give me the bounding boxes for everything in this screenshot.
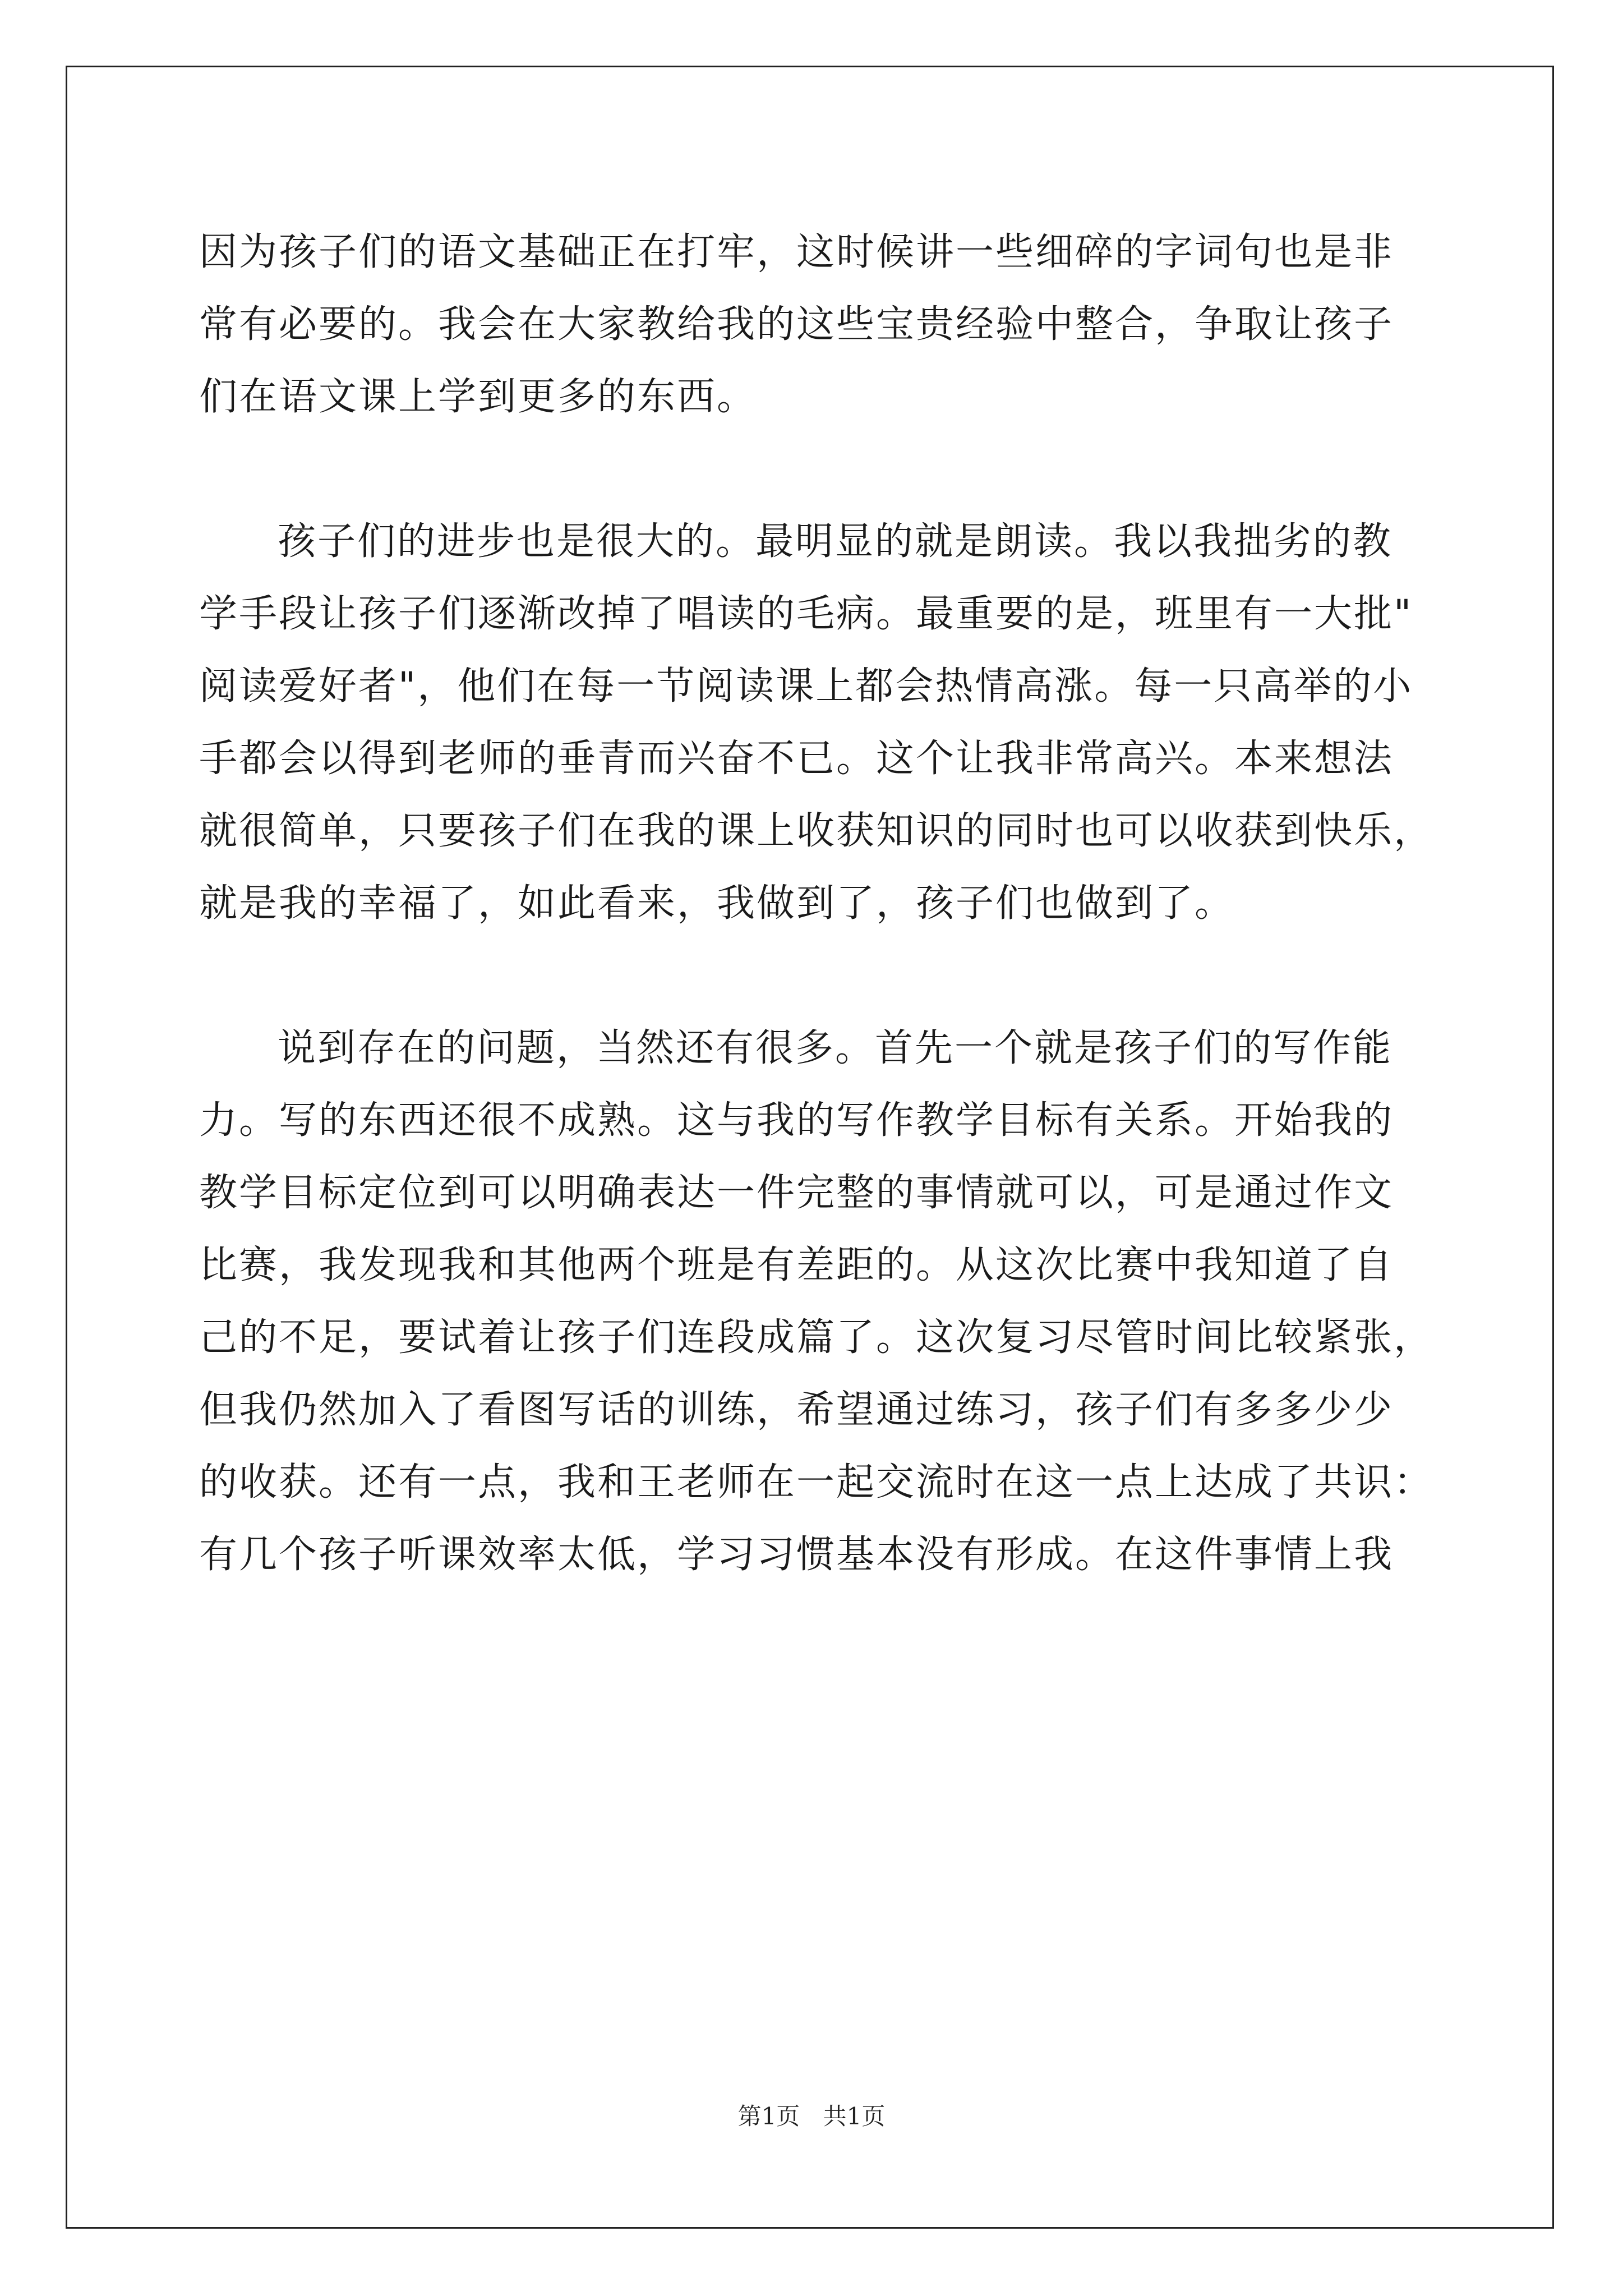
document-body <box>199 216 1433 1591</box>
total-pages: 共1页 <box>823 2102 886 2130</box>
text-line: 力。写的东西还很不成熟。这与我的写作教学目标有关系。开始我的 <box>199 1098 1394 1143</box>
text-line: 阅读爱好者"，他们在每一节阅读课上都会热情高涨。每一只高举的小 <box>199 664 1413 708</box>
text-line: 因为孩子们的语文基础正在打牢，这时候讲一些细碎的字词句也是非 <box>199 230 1394 274</box>
paragraph-spacer <box>199 433 1433 505</box>
text-line: 学手段让孩子们逐渐改掉了唱读的毛病。最重要的是，班里有一大批" <box>199 592 1413 636</box>
paragraph-spacer <box>199 940 1433 1012</box>
text-line: 说到存在的问题，当然还有很多。首先一个就是孩子们的写作能 <box>278 1026 1393 1070</box>
text-line: 的收获。还有一点，我和王老师在一起交流时在这一点上达成了共识： <box>199 1460 1434 1504</box>
text-line: 就是我的幸福了，如此看来，我做到了，孩子们也做到了。 <box>199 881 1235 926</box>
text-line: 有几个孩子听课效率太低，学习习惯基本没有形成。在这件事情上我 <box>199 1533 1394 1577</box>
text-line: 比赛，我发现我和其他两个班是有差距的。从这次比赛中我知道了自 <box>199 1243 1394 1287</box>
text-line: 常有必要的。我会在大家教给我的这些宝贵经验中整合，争取让孩子 <box>199 302 1394 347</box>
text-line: 己的不足，要试着让孩子们连段成篇了。这次复习尽管时间比较紧张， <box>199 1315 1434 1360</box>
text-line: 但我仍然加入了看图写话的训练，希望通过练习，孩子们有多多少少 <box>199 1388 1394 1432</box>
text-line: 教学目标定位到可以明确表达一件完整的事情就可以，可是通过作文 <box>199 1171 1394 1215</box>
text-line: 们在语文课上学到更多的东西。 <box>199 375 757 419</box>
page-footer <box>0 2098 1623 2132</box>
page-number: 第1页 <box>737 2102 800 2130</box>
text-line: 孩子们的进步也是很大的。最明显的就是朗读。我以我拙劣的教 <box>278 519 1393 564</box>
text-line: 手都会以得到老师的垂青而兴奋不已。这个让我非常高兴。本来想法 <box>199 737 1394 781</box>
text-line: 就很简单，只要孩子们在我的课上收获知识的同时也可以收获到快乐， <box>199 809 1434 853</box>
